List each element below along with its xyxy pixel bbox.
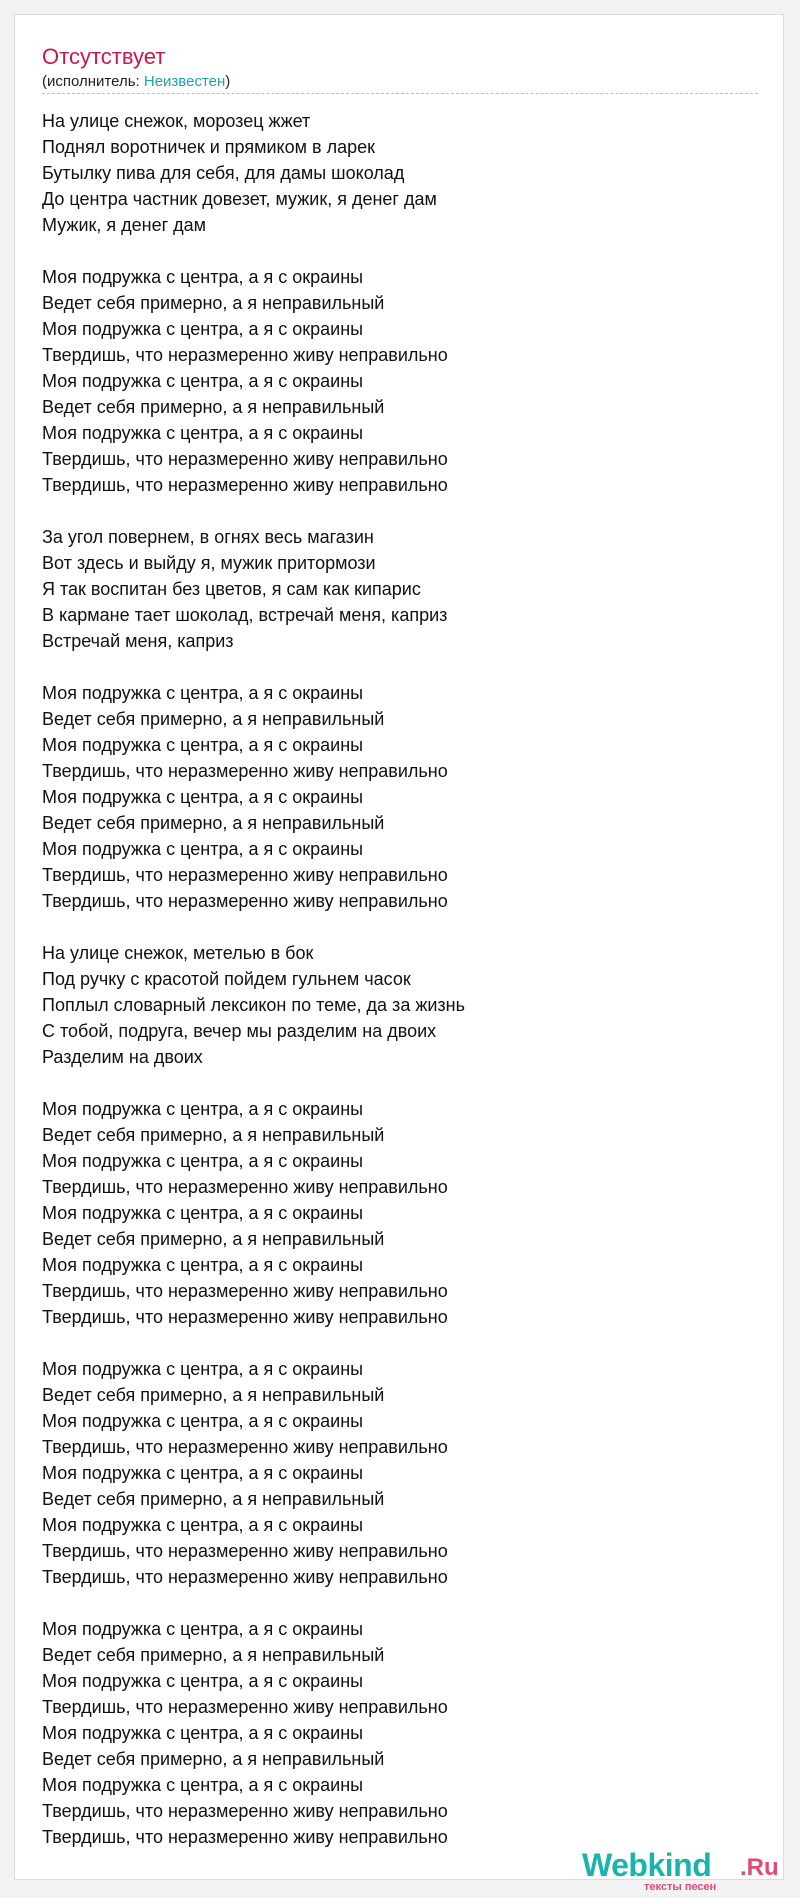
- lyric-line: Твердишь, что неразмеренно живу неправильно: [42, 1307, 448, 1327]
- verse-gap: [42, 914, 465, 940]
- lyric-line: Моя подружка с центра, а я с окраины: [42, 1775, 364, 1795]
- logo-tld: .Ru: [740, 1854, 779, 1881]
- logo-word: Webkind: [582, 1847, 712, 1883]
- lyric-line: Разделим на двоих: [42, 1047, 203, 1067]
- lyric-line: Ведет себя примерно, а я неправильный: [42, 397, 385, 417]
- lyric-line: Поднял воротничек и прямиком в ларек: [42, 137, 375, 157]
- lyric-line: Ведет себя примерно, а я неправильный: [42, 813, 385, 833]
- lyric-line: Моя подружка с центра, а я с окраины: [42, 319, 364, 339]
- lyric-line: Моя подружка с центра, а я с окраины: [42, 371, 364, 391]
- lyric-line: Я так воспитан без цветов, я сам как кипарис: [42, 579, 421, 599]
- lyric-line: Встречай меня, каприз: [42, 631, 234, 651]
- lyrics-page: [14, 14, 784, 1893]
- song-title: Отсутствует: [42, 44, 166, 69]
- lyric-line: Моя подружка с центра, а я с окраины: [42, 1099, 364, 1119]
- lyric-line: Твердишь, что неразмеренно живу неправильно: [42, 1801, 448, 1821]
- lyric-line: Ведет себя примерно, а я неправильный: [42, 709, 385, 729]
- verse-gap: [42, 1330, 465, 1356]
- lyric-line: Поплыл словарный лексикон по теме, да за жизнь: [42, 995, 465, 1015]
- lyric-line: Твердишь, что неразмеренно живу неправильно: [42, 1281, 448, 1301]
- lyrics-text: [42, 108, 465, 1850]
- title-divider: [42, 93, 758, 94]
- lyric-line: Ведет себя примерно, а я неправильный: [42, 1385, 385, 1405]
- lyric-line: Ведет себя примерно, а я неправильный: [42, 1749, 385, 1769]
- lyric-line: Под ручку с красотой пойдем гульнем часок: [42, 969, 411, 989]
- lyric-line: Бутылку пива для себя, для дамы шоколад: [42, 163, 405, 183]
- lyric-line: На улице снежок, морозец жжет: [42, 111, 311, 131]
- lyric-line: Ведет себя примерно, а я неправильный: [42, 1229, 385, 1249]
- verse-gap: [42, 1590, 465, 1616]
- verse-gap: [42, 654, 465, 680]
- lyric-line: Мужик, я денег дам: [42, 215, 207, 235]
- lyric-line: Твердишь, что неразмеренно живу неправильно: [42, 1541, 448, 1561]
- lyric-line: Моя подружка с центра, а я с окраины: [42, 1411, 364, 1431]
- lyric-line: Моя подружка с центра, а я с окраины: [42, 1515, 364, 1535]
- verse-gap: [42, 1070, 465, 1096]
- site-logo[interactable]: [582, 1847, 778, 1893]
- lyric-line: Твердишь, что неразмеренно живу неправильно: [42, 1827, 448, 1847]
- lyric-line: Твердишь, что неразмеренно живу неправильно: [42, 1697, 448, 1717]
- lyric-line: Твердишь, что неразмеренно живу неправильно: [42, 449, 448, 469]
- lyric-line: Моя подружка с центра, а я с окраины: [42, 1255, 364, 1275]
- lyric-line: С тобой, подруга, вечер мы разделим на двоих: [42, 1021, 437, 1041]
- lyric-line: Твердишь, что неразмеренно живу неправильно: [42, 1567, 448, 1587]
- lyric-line: Твердишь, что неразмеренно живу неправильно: [42, 475, 448, 495]
- lyric-line: Моя подружка с центра, а я с окраины: [42, 423, 364, 443]
- logo-tagline: тексты песен: [644, 1881, 717, 1893]
- lyric-line: Моя подружка с центра, а я с окраины: [42, 1671, 364, 1691]
- lyric-line: Моя подружка с центра, а я с окраины: [42, 1359, 364, 1379]
- artist-prefix: (исполнитель:: [42, 73, 144, 90]
- artist-suffix: ): [225, 73, 231, 90]
- lyric-line: Твердишь, что неразмеренно живу неправильно: [42, 761, 448, 781]
- lyric-line: Моя подружка с центра, а я с окраины: [42, 1151, 364, 1171]
- lyric-line: Ведет себя примерно, а я неправильный: [42, 293, 385, 313]
- lyric-line: Ведет себя примерно, а я неправильный: [42, 1125, 385, 1145]
- lyric-line: Моя подружка с центра, а я с окраины: [42, 267, 364, 287]
- lyric-line: Твердишь, что неразмеренно живу неправильно: [42, 1437, 448, 1457]
- verse-gap: [42, 498, 465, 524]
- lyric-line: Моя подружка с центра, а я с окраины: [42, 683, 364, 703]
- artist-link[interactable]: Неизвестен: [143, 73, 226, 90]
- lyric-line: Твердишь, что неразмеренно живу неправильно: [42, 1177, 448, 1197]
- artist-line: [42, 72, 230, 92]
- lyric-line: Моя подружка с центра, а я с окраины: [42, 1203, 364, 1223]
- lyric-line: Моя подружка с центра, а я с окраины: [42, 1619, 364, 1639]
- lyric-line: Моя подружка с центра, а я с окраины: [42, 735, 364, 755]
- lyric-line: Ведет себя примерно, а я неправильный: [42, 1645, 385, 1665]
- lyric-line: До центра частник довезет, мужик, я денег дам: [42, 189, 437, 209]
- lyric-line: Моя подружка с центра, а я с окраины: [42, 787, 364, 807]
- lyric-line: Твердишь, что неразмеренно живу неправильно: [42, 865, 448, 885]
- verse-gap: [42, 238, 465, 264]
- lyric-line: Моя подружка с центра, а я с окраины: [42, 1463, 364, 1483]
- lyric-line: На улице снежок, метелью в бок: [42, 943, 314, 963]
- lyric-line: За угол повернем, в огнях весь магазин: [42, 527, 374, 547]
- lyric-line: В кармане тает шоколад, встречай меня, каприз: [42, 605, 448, 625]
- lyric-line: Моя подружка с центра, а я с окраины: [42, 839, 364, 859]
- lyric-line: Вот здесь и выйду я, мужик притормози: [42, 553, 376, 573]
- lyric-line: Твердишь, что неразмеренно живу неправильно: [42, 345, 448, 365]
- lyric-line: Моя подружка с центра, а я с окраины: [42, 1723, 364, 1743]
- lyric-line: Ведет себя примерно, а я неправильный: [42, 1489, 385, 1509]
- lyric-line: Твердишь, что неразмеренно живу неправильно: [42, 891, 448, 911]
